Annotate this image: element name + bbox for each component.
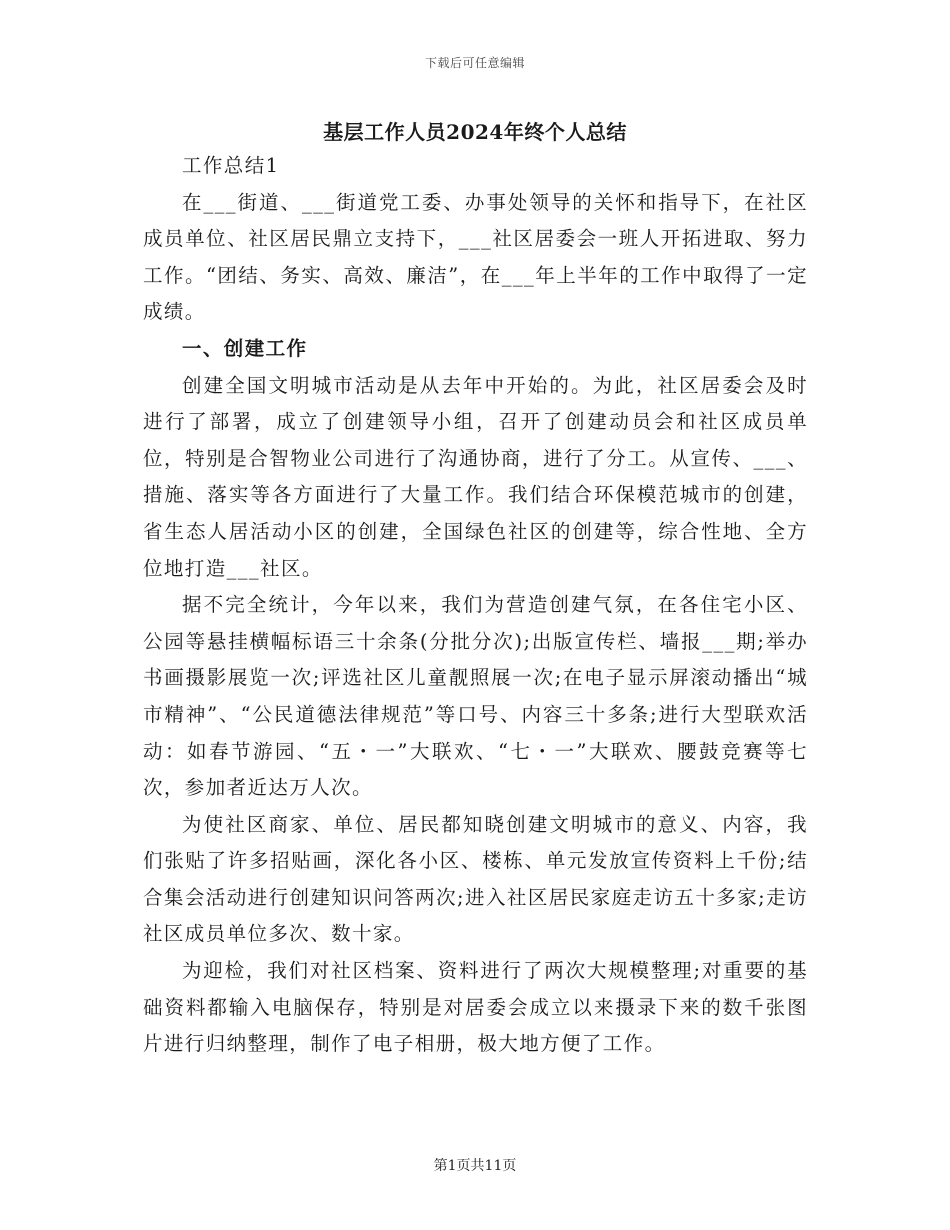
document-title: 基层工作人员2024年终个人总结 (323, 120, 627, 144)
body-paragraph: 为使社区商家、单位、居民都知晓创建文明城市的意义、内容，我们张贴了许多招贴画，深化各小区、楼栋、单元发放宣传资料上千份;结合集会活动进行创建知识问答两次;进入社区居民家庭走访五十多家;走访社区成员单位多次、数十家。 (143, 812, 808, 946)
body-paragraph: 据不完全统计，今年以来，我们为营造创建气氛，在各住宅小区、公园等悬挂横幅标语三十余条(分批分次);出版宣传栏、墙报___期;举办书画摄影展览一次;评选社区儿童靓照展一次;在电子显示屏滚动播出“城市精神”、“公民道德法律规范”等口号、内容三十多条;进行大型联欢活动：如春节游园、“五・一”大联欢、“七・一”大联欢、腰鼓竞赛等七次，参加者近达万人次。 (143, 593, 808, 800)
document-body (143, 148, 808, 1063)
download-note: 下载后可任意编辑 (424, 56, 525, 70)
section-label: 工作总结1 (182, 154, 280, 177)
page-number: 第1页共11页 (433, 1158, 517, 1174)
section-heading: 一、创建工作 (182, 336, 308, 360)
body-paragraph: 创建全国文明城市活动是从去年中开始的。为此，社区居委会及时进行了部署，成立了创建领导小组，召开了创建动员会和社区成员单位，特别是合智物业公司进行了沟通协商，进行了分工。从宣传、___、措施、落实等各方面进行了大量工作。我们结合环保模范城市的创建，省生态人居活动小区的创建，全国绿色社区的创建等，综合性地、全方位地打造___社区。 (143, 373, 808, 580)
intro-paragraph: 在___街道、___街道党工委、办事处领导的关怀和指导下，在社区成员单位、社区居民鼎立支持下，___社区居委会一班人开拓进取、努力工作。“团结、务实、高效、廉洁”，在___年上半年的工作中取得了一定成绩。 (143, 190, 808, 324)
body-paragraph: 为迎检，我们对社区档案、资料进行了两次大规模整理;对重要的基础资料都输入电脑保存，特别是对居委会成立以来摄录下来的数千张图片进行归纳整理，制作了电子相册，极大地方便了工作。 (143, 959, 808, 1056)
